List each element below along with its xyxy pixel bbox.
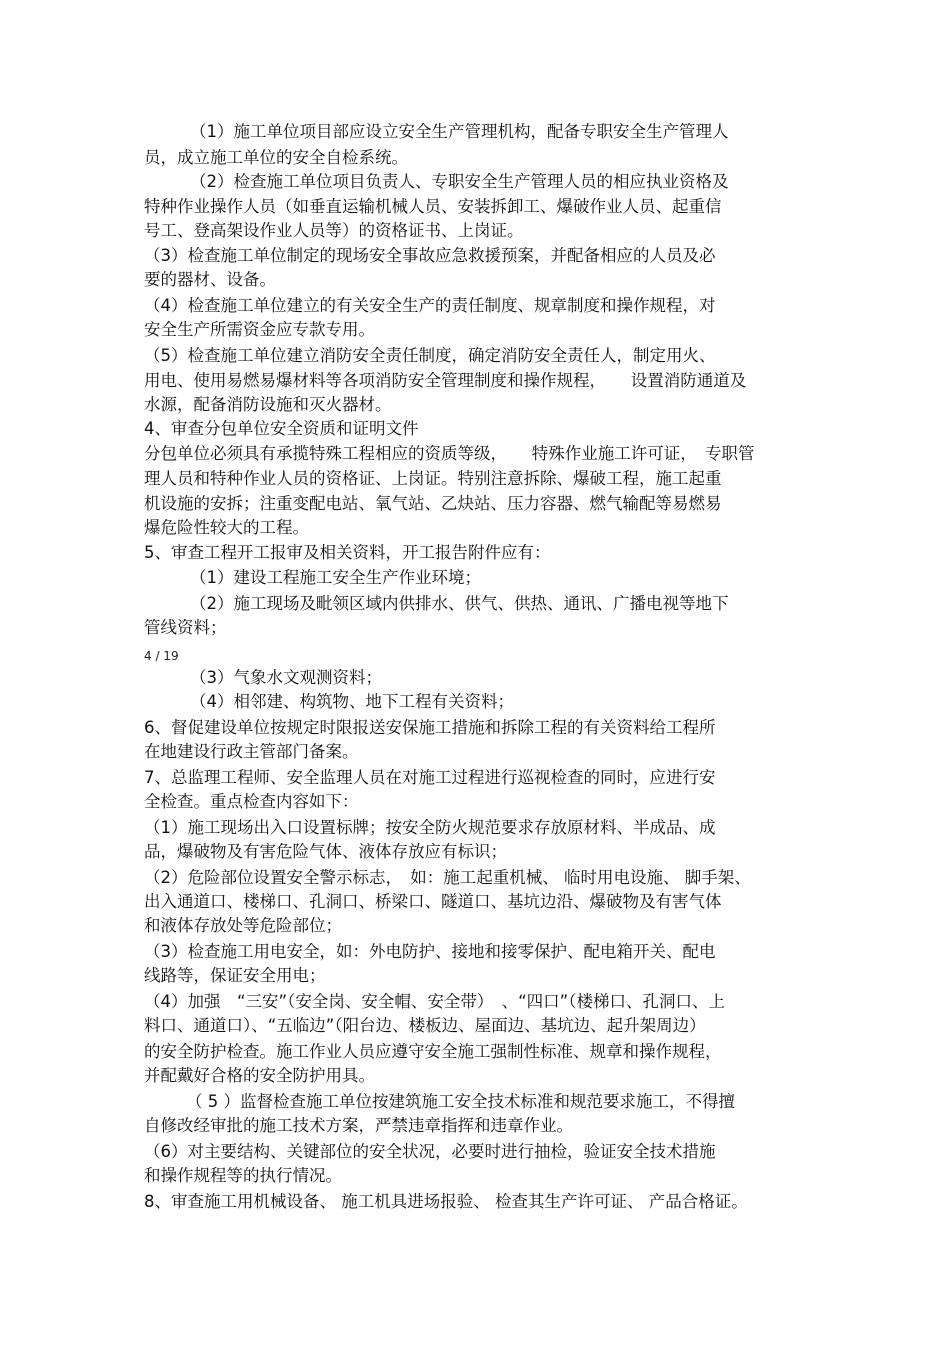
text-line: 用电、使用易燃易爆材料等各项消防安全管理制度和操作规程， 设置消防通道及 (144, 371, 747, 390)
text-line: 和操作规程等的执行情况。 (144, 1166, 342, 1185)
text-line: （5）检查施工单位建立消防安全责任制度，确定消防安全责任人，制定用火、 (144, 346, 716, 365)
text-line: （4）加强 “三安”（安全岗、安全帽、安全带） 、“四口”（楼梯口、孔洞口、上 (144, 992, 725, 1011)
text-line: 员，成立施工单位的安全自检系统。 (144, 148, 408, 167)
section-heading: 7、总监理工程师、安全监理人员在对施工过程进行巡视检查的同时，应进行安 (144, 768, 716, 787)
text-line: （4）相邻建、构筑物、地下工程有关资料； (190, 692, 514, 711)
text-line: 全检查。重点检查内容如下： (144, 792, 359, 811)
section-heading: 5、审查工程开工报审及相关资料，开工报告附件应有： (144, 543, 551, 562)
text-line: 在地建设行政主管部门备案。 (144, 742, 359, 761)
text-line: （1）施工现场出入口设置标牌；按安全防火规范要求存放原材料、半成品、成 (144, 818, 716, 837)
text-line: 出入通道口、楼梯口、孔洞口、桥梁口、隧道口、基坑边沿、爆破物及有害气体 (144, 892, 722, 911)
text-line: （3）检查施工单位制定的现场安全事故应急救援预案，并配备相应的人员及必 (144, 246, 716, 265)
section-heading: 6、督促建设单位按规定时限报送安保施工措施和拆除工程的有关资料给工程所 (144, 718, 716, 737)
text-line: （1）施工单位项目部应设立安全生产管理机构，配备专职安全生产管理人 (190, 122, 729, 141)
text-line: 和液体存放处等危险部位； (144, 916, 342, 935)
text-line: （3）检查施工用电安全，如：外电防护、接地和接零保护、配电箱开关、配电 (144, 942, 716, 961)
page-number: 4 / 19 (144, 649, 179, 663)
text-line: （2）检查施工单位项目负责人、专职安全生产管理人员的相应执业资格及 (190, 172, 729, 191)
text-line: 爆危险性较大的工程。 (144, 518, 309, 537)
text-line: 自修改经审批的施工技术方案，严禁违章指挥和违章作业。 (144, 1116, 573, 1135)
text-line: （ 5 ）监督检查施工单位按建筑施工安全技术标准和规范要求施工，不得擅 (186, 1092, 735, 1111)
text-line: 安全生产所需资金应专款专用。 (144, 320, 375, 339)
text-line: 要的器材、设备。 (144, 270, 276, 289)
text-line: 号工、登高架设作业人员等）的资格证书、上岗证。 (144, 221, 524, 240)
text-line: 特种作业操作人员（如垂直运输机械人员、安装拆卸工、爆破作业人员、起重信 (144, 197, 722, 216)
text-line: （2）施工现场及毗领区域内供排水、供气、供热、通讯、广播电视等地下 (190, 594, 729, 613)
text-line: 的安全防护检查。施工作业人员应遵守安全施工强制性标准、规章和操作规程， (144, 1042, 722, 1061)
text-line: 机设施的安拆；注重变配电站、氧气站、乙炔站、压力容器、燃气输配等易燃易 (144, 494, 722, 513)
section-heading: 8、审查施工用机械设备、 施工机具进场报验、 检查其生产许可证、 产品合格证。 (144, 1192, 748, 1211)
text-line: （2）危险部位设置安全警示标志， 如：施工起重机械、 临时用电设施、 脚手架、 (144, 868, 751, 887)
text-line: （4）检查施工单位建立的有关安全生产的责任制度、规章制度和操作规程，对 (144, 296, 716, 315)
text-line: （3）气象水文观测资料； (190, 668, 382, 687)
text-line: 线路等，保证安全用电； (144, 966, 326, 985)
text-line: 并配戴好合格的安全防护用具。 (144, 1066, 375, 1085)
text-line: 理人员和特种作业人员的资格证、上岗证。特别注意拆除、爆破工程，施工起重 (144, 469, 722, 488)
text-line: 管线资料； (144, 618, 227, 637)
text-line: 水源，配备消防设施和灭火器材。 (144, 395, 392, 414)
text-line: 料口、通道口）、“五临边”（阳台边、楼板边、屋面边、基坑边、起升架周边） (144, 1016, 706, 1035)
section-heading: 4、审查分包单位安全资质和证明文件 (144, 419, 419, 438)
text-line: （1）建设工程施工安全生产作业环境； (190, 568, 481, 587)
text-line: 分包单位必须具有承揽特殊工程相应的资质等级， 特殊作业施工许可证， 专职管 (144, 444, 755, 463)
text-line: 品，爆破物及有害危险气体、液体存放应有标识； (144, 842, 507, 861)
text-line: （6）对主要结构、关键部位的安全状况，必要时进行抽检，验证安全技术措施 (144, 1142, 716, 1161)
